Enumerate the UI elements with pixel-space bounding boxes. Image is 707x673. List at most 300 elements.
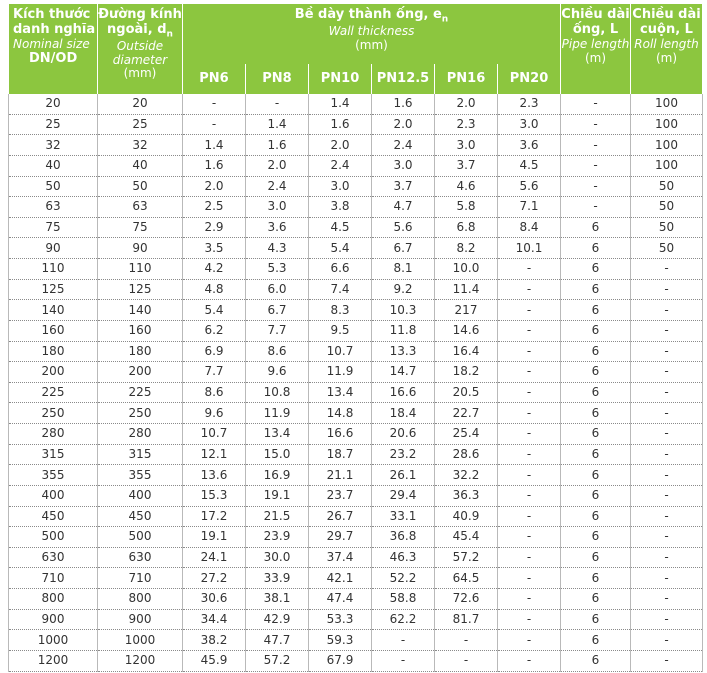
cell-outside-diameter: 160	[98, 320, 183, 341]
cell-pn12-5: 33.1	[372, 506, 435, 527]
table-row	[9, 155, 703, 176]
cell-roll-length: -	[631, 547, 703, 568]
cell-pn10: 7.4	[309, 279, 372, 300]
cell-pn16: 8.2	[435, 238, 498, 259]
cell-pn20: 8.4	[498, 217, 561, 238]
cell-pn8: 30.0	[246, 547, 309, 568]
cell-pn10: 8.3	[309, 300, 372, 321]
cell-pn8: 33.9	[246, 568, 309, 589]
cell-nominal-size: 630	[9, 547, 98, 568]
cell-pipe-length: 6	[561, 217, 631, 238]
cell-outside-diameter: 63	[98, 197, 183, 218]
cell-nominal-size: 500	[9, 527, 98, 548]
cell-pn6: 38.2	[183, 630, 246, 651]
cell-pn10: 42.1	[309, 568, 372, 589]
cell-pn16: 45.4	[435, 527, 498, 548]
cell-pn12-5: 16.6	[372, 382, 435, 403]
table-row	[9, 217, 703, 238]
cell-nominal-size: 110	[9, 259, 98, 280]
cell-pn8: 57.2	[246, 650, 309, 671]
cell-pn10: 53.3	[309, 609, 372, 630]
cell-roll-length: -	[631, 362, 703, 383]
cell-pn12-5: 26.1	[372, 465, 435, 486]
cell-pn10: 21.1	[309, 465, 372, 486]
cell-nominal-size: 1200	[9, 650, 98, 671]
cell-roll-length: -	[631, 589, 703, 610]
cell-pn12-5: 29.4	[372, 485, 435, 506]
cell-roll-length: -	[631, 568, 703, 589]
table-row	[9, 114, 703, 135]
cell-outside-diameter: 75	[98, 217, 183, 238]
cell-pn6: 1.4	[183, 135, 246, 156]
cell-pn12-5: -	[372, 630, 435, 651]
cell-pn16: 5.8	[435, 197, 498, 218]
cell-nominal-size: 20	[9, 94, 98, 114]
cell-pipe-length: 6	[561, 650, 631, 671]
cell-roll-length: 100	[631, 135, 703, 156]
cell-pn8: 42.9	[246, 609, 309, 630]
cell-outside-diameter: 800	[98, 589, 183, 610]
cell-pn10: 2.4	[309, 155, 372, 176]
cell-pipe-length: 6	[561, 362, 631, 383]
cell-nominal-size: 32	[9, 135, 98, 156]
cell-pn20: -	[498, 630, 561, 651]
cell-outside-diameter: 200	[98, 362, 183, 383]
cell-outside-diameter: 25	[98, 114, 183, 135]
cell-pn20: -	[498, 506, 561, 527]
cell-nominal-size: 160	[9, 320, 98, 341]
table-row	[9, 589, 703, 610]
cell-pn12-5: 58.8	[372, 589, 435, 610]
cell-pn6: -	[183, 94, 246, 114]
cell-pn10: 2.0	[309, 135, 372, 156]
table-row	[9, 135, 703, 156]
cell-pn20: -	[498, 362, 561, 383]
cell-pn10: 29.7	[309, 527, 372, 548]
cell-pn12-5: 8.1	[372, 259, 435, 280]
table-row	[9, 506, 703, 527]
cell-pn6: -	[183, 114, 246, 135]
cell-pn16: 4.6	[435, 176, 498, 197]
cell-outside-diameter: 355	[98, 465, 183, 486]
cell-pn10: 9.5	[309, 320, 372, 341]
cell-outside-diameter: 110	[98, 259, 183, 280]
cell-roll-length: 50	[631, 217, 703, 238]
cell-pn10: 16.6	[309, 424, 372, 445]
cell-pn8: 21.5	[246, 506, 309, 527]
cell-outside-diameter: 20	[98, 94, 183, 114]
cell-nominal-size: 25	[9, 114, 98, 135]
cell-pipe-length: 6	[561, 485, 631, 506]
cell-pn12-5: 2.0	[372, 114, 435, 135]
cell-pn6: 12.1	[183, 444, 246, 465]
cell-pn20: 3.6	[498, 135, 561, 156]
cell-pn8: 10.8	[246, 382, 309, 403]
cell-pipe-length: 6	[561, 320, 631, 341]
header-outside-diameter: Đường kính ngoài, $d_n$ Outside diameter (mm)	[98, 4, 183, 94]
cell-pn12-5: 4.7	[372, 197, 435, 218]
cell-pn8: 15.0	[246, 444, 309, 465]
cell-pn6: 8.6	[183, 382, 246, 403]
cell-pn8: 9.6	[246, 362, 309, 383]
cell-nominal-size: 75	[9, 217, 98, 238]
cell-roll-length: -	[631, 279, 703, 300]
header-pn20: PN20	[498, 64, 561, 94]
cell-pn6: 10.7	[183, 424, 246, 445]
cell-pn12-5: 6.7	[372, 238, 435, 259]
cell-pn20: -	[498, 547, 561, 568]
cell-pn16: 22.7	[435, 403, 498, 424]
cell-pn20: -	[498, 568, 561, 589]
cell-pn6: 4.8	[183, 279, 246, 300]
cell-pn6: 2.9	[183, 217, 246, 238]
table-row	[9, 465, 703, 486]
cell-nominal-size: 280	[9, 424, 98, 445]
cell-pn16: 6.8	[435, 217, 498, 238]
header-pn16: PN16	[435, 64, 498, 94]
cell-pn8: 1.6	[246, 135, 309, 156]
header-pn12-5: PN12.5	[372, 64, 435, 94]
cell-pn10: 3.8	[309, 197, 372, 218]
cell-pn20: -	[498, 320, 561, 341]
cell-nominal-size: 63	[9, 197, 98, 218]
cell-pipe-length: -	[561, 114, 631, 135]
cell-pn20: -	[498, 382, 561, 403]
cell-pn20: -	[498, 650, 561, 671]
cell-pn12-5: 62.2	[372, 609, 435, 630]
cell-roll-length: -	[631, 259, 703, 280]
table-row	[9, 609, 703, 630]
cell-pn20: -	[498, 589, 561, 610]
cell-outside-diameter: 50	[98, 176, 183, 197]
cell-pn10: 1.4	[309, 94, 372, 114]
cell-nominal-size: 900	[9, 609, 98, 630]
cell-pn10: 11.9	[309, 362, 372, 383]
cell-pn16: 57.2	[435, 547, 498, 568]
cell-outside-diameter: 250	[98, 403, 183, 424]
cell-pn16: 10.0	[435, 259, 498, 280]
table-row	[9, 650, 703, 671]
cell-pipe-length: 6	[561, 403, 631, 424]
cell-roll-length: 100	[631, 155, 703, 176]
cell-pn8: 11.9	[246, 403, 309, 424]
cell-pipe-length: -	[561, 135, 631, 156]
header-pn6: PN6	[183, 64, 246, 94]
cell-pn16: 18.2	[435, 362, 498, 383]
cell-roll-length: -	[631, 485, 703, 506]
table-row	[9, 485, 703, 506]
cell-pn16: 72.6	[435, 589, 498, 610]
cell-pn16: -	[435, 650, 498, 671]
cell-pn10: 59.3	[309, 630, 372, 651]
cell-roll-length: -	[631, 527, 703, 548]
cell-roll-length: 50	[631, 197, 703, 218]
cell-pipe-length: 6	[561, 630, 631, 651]
cell-nominal-size: 400	[9, 485, 98, 506]
cell-pn20: 3.0	[498, 114, 561, 135]
table-row	[9, 279, 703, 300]
cell-nominal-size: 225	[9, 382, 98, 403]
cell-pn16: 25.4	[435, 424, 498, 445]
cell-pn20: 4.5	[498, 155, 561, 176]
cell-roll-length: -	[631, 424, 703, 445]
cell-pn8: 8.6	[246, 341, 309, 362]
cell-outside-diameter: 315	[98, 444, 183, 465]
cell-pn16: 3.7	[435, 155, 498, 176]
cell-pipe-length: 6	[561, 382, 631, 403]
cell-pn20: -	[498, 341, 561, 362]
cell-pn12-5: 14.7	[372, 362, 435, 383]
cell-pn10: 1.6	[309, 114, 372, 135]
cell-roll-length: 50	[631, 176, 703, 197]
table-body	[9, 94, 703, 671]
header-pipe-length: Chiều dài ống, L Pipe length (m)	[561, 4, 631, 94]
cell-pn10: 67.9	[309, 650, 372, 671]
cell-pn16: 36.3	[435, 485, 498, 506]
cell-outside-diameter: 40	[98, 155, 183, 176]
cell-pn16: -	[435, 630, 498, 651]
pipe-spec-table	[8, 4, 703, 672]
cell-pn8: 38.1	[246, 589, 309, 610]
cell-roll-length: -	[631, 341, 703, 362]
cell-nominal-size: 90	[9, 238, 98, 259]
cell-pn12-5: 1.6	[372, 94, 435, 114]
header-wall-thickness: Bề dày thành ống, $e_n$ Wall thickness (mm)	[183, 4, 561, 64]
cell-pn10: 37.4	[309, 547, 372, 568]
cell-pn10: 3.0	[309, 176, 372, 197]
cell-pn6: 7.7	[183, 362, 246, 383]
cell-pipe-length: 6	[561, 589, 631, 610]
cell-pn8: -	[246, 94, 309, 114]
cell-pn6: 27.2	[183, 568, 246, 589]
cell-pipe-length: 6	[561, 547, 631, 568]
cell-roll-length: -	[631, 300, 703, 321]
cell-pn8: 4.3	[246, 238, 309, 259]
cell-nominal-size: 200	[9, 362, 98, 383]
cell-pn16: 28.6	[435, 444, 498, 465]
header-roll-length: Chiều dài cuộn, L Roll length (m)	[631, 4, 703, 94]
cell-pn20: 7.1	[498, 197, 561, 218]
cell-nominal-size: 50	[9, 176, 98, 197]
table-row	[9, 362, 703, 383]
cell-pipe-length: 6	[561, 341, 631, 362]
cell-roll-length: -	[631, 403, 703, 424]
cell-pn16: 2.0	[435, 94, 498, 114]
cell-pn6: 4.2	[183, 259, 246, 280]
header-pn10: PN10	[309, 64, 372, 94]
cell-pn12-5: 3.7	[372, 176, 435, 197]
cell-pipe-length: -	[561, 176, 631, 197]
cell-pn12-5: 5.6	[372, 217, 435, 238]
cell-pn10: 18.7	[309, 444, 372, 465]
table-row	[9, 320, 703, 341]
cell-pn20: -	[498, 424, 561, 445]
cell-pn10: 6.6	[309, 259, 372, 280]
cell-outside-diameter: 500	[98, 527, 183, 548]
cell-pn6: 2.5	[183, 197, 246, 218]
cell-roll-length: -	[631, 650, 703, 671]
cell-nominal-size: 800	[9, 589, 98, 610]
cell-roll-length: -	[631, 382, 703, 403]
cell-pn20: 10.1	[498, 238, 561, 259]
cell-pn8: 2.4	[246, 176, 309, 197]
cell-pipe-length: 6	[561, 279, 631, 300]
table-row	[9, 238, 703, 259]
cell-pn20: 2.3	[498, 94, 561, 114]
cell-nominal-size: 450	[9, 506, 98, 527]
cell-pn8: 6.0	[246, 279, 309, 300]
cell-outside-diameter: 280	[98, 424, 183, 445]
cell-pn10: 10.7	[309, 341, 372, 362]
cell-pn12-5: 20.6	[372, 424, 435, 445]
cell-nominal-size: 180	[9, 341, 98, 362]
cell-pn20: -	[498, 527, 561, 548]
cell-pn6: 34.4	[183, 609, 246, 630]
cell-pn16: 3.0	[435, 135, 498, 156]
table-row	[9, 259, 703, 280]
cell-pn16: 2.3	[435, 114, 498, 135]
table-row	[9, 630, 703, 651]
cell-pipe-length: 6	[561, 444, 631, 465]
cell-roll-length: -	[631, 609, 703, 630]
cell-pipe-length: 6	[561, 609, 631, 630]
cell-pn10: 13.4	[309, 382, 372, 403]
cell-pipe-length: -	[561, 155, 631, 176]
cell-pn20: -	[498, 485, 561, 506]
cell-pn16: 81.7	[435, 609, 498, 630]
cell-pipe-length: 6	[561, 300, 631, 321]
cell-pn10: 14.8	[309, 403, 372, 424]
cell-pn20: -	[498, 444, 561, 465]
header-nominal-size: Kích thước danh nghĩa Nominal size DN/OD	[9, 4, 98, 94]
cell-pn16: 11.4	[435, 279, 498, 300]
table-row	[9, 403, 703, 424]
table-row	[9, 527, 703, 548]
cell-pn6: 9.6	[183, 403, 246, 424]
cell-pn6: 3.5	[183, 238, 246, 259]
table-row	[9, 341, 703, 362]
cell-pn12-5: 52.2	[372, 568, 435, 589]
cell-nominal-size: 125	[9, 279, 98, 300]
cell-pn16: 14.6	[435, 320, 498, 341]
cell-roll-length: -	[631, 444, 703, 465]
cell-pn6: 30.6	[183, 589, 246, 610]
cell-pn6: 19.1	[183, 527, 246, 548]
cell-pn6: 17.2	[183, 506, 246, 527]
cell-outside-diameter: 1000	[98, 630, 183, 651]
cell-pipe-length: 6	[561, 259, 631, 280]
cell-nominal-size: 40	[9, 155, 98, 176]
cell-pn6: 1.6	[183, 155, 246, 176]
table-row	[9, 382, 703, 403]
cell-pn8: 19.1	[246, 485, 309, 506]
cell-pn10: 23.7	[309, 485, 372, 506]
table-row	[9, 444, 703, 465]
cell-pn10: 4.5	[309, 217, 372, 238]
cell-outside-diameter: 32	[98, 135, 183, 156]
cell-roll-length: -	[631, 320, 703, 341]
cell-outside-diameter: 1200	[98, 650, 183, 671]
cell-pn8: 1.4	[246, 114, 309, 135]
cell-pn6: 6.2	[183, 320, 246, 341]
cell-pn8: 2.0	[246, 155, 309, 176]
cell-pn12-5: 10.3	[372, 300, 435, 321]
cell-pn12-5: 23.2	[372, 444, 435, 465]
cell-roll-length: 50	[631, 238, 703, 259]
cell-pn8: 6.7	[246, 300, 309, 321]
cell-outside-diameter: 180	[98, 341, 183, 362]
cell-roll-length: -	[631, 506, 703, 527]
cell-pn8: 47.7	[246, 630, 309, 651]
cell-nominal-size: 1000	[9, 630, 98, 651]
cell-pn20: -	[498, 300, 561, 321]
cell-pn6: 13.6	[183, 465, 246, 486]
cell-roll-length: -	[631, 630, 703, 651]
cell-pn12-5: -	[372, 650, 435, 671]
cell-pn10: 5.4	[309, 238, 372, 259]
cell-pn6: 15.3	[183, 485, 246, 506]
cell-outside-diameter: 710	[98, 568, 183, 589]
table-row	[9, 424, 703, 445]
table-row	[9, 300, 703, 321]
table-row	[9, 94, 703, 114]
cell-outside-diameter: 140	[98, 300, 183, 321]
cell-pn8: 5.3	[246, 259, 309, 280]
cell-roll-length: -	[631, 465, 703, 486]
cell-outside-diameter: 630	[98, 547, 183, 568]
cell-pn6: 24.1	[183, 547, 246, 568]
cell-nominal-size: 250	[9, 403, 98, 424]
cell-pn12-5: 9.2	[372, 279, 435, 300]
cell-pipe-length: -	[561, 197, 631, 218]
cell-nominal-size: 710	[9, 568, 98, 589]
cell-pn8: 16.9	[246, 465, 309, 486]
cell-pn12-5: 18.4	[372, 403, 435, 424]
cell-pipe-length: 6	[561, 506, 631, 527]
cell-pn12-5: 2.4	[372, 135, 435, 156]
cell-pn16: 40.9	[435, 506, 498, 527]
cell-pn12-5: 13.3	[372, 341, 435, 362]
cell-pn20: 5.6	[498, 176, 561, 197]
table-row	[9, 568, 703, 589]
cell-pn8: 3.0	[246, 197, 309, 218]
cell-nominal-size: 140	[9, 300, 98, 321]
cell-pn10: 26.7	[309, 506, 372, 527]
cell-pipe-length: 6	[561, 424, 631, 445]
cell-roll-length: 100	[631, 114, 703, 135]
cell-outside-diameter: 225	[98, 382, 183, 403]
cell-roll-length: 100	[631, 94, 703, 114]
cell-outside-diameter: 400	[98, 485, 183, 506]
header-pn8: PN8	[246, 64, 309, 94]
cell-pn20: -	[498, 465, 561, 486]
cell-pipe-length: -	[561, 94, 631, 114]
cell-outside-diameter: 90	[98, 238, 183, 259]
cell-pipe-length: 6	[561, 238, 631, 259]
cell-pn12-5: 3.0	[372, 155, 435, 176]
cell-pn20: -	[498, 279, 561, 300]
cell-pipe-length: 6	[561, 568, 631, 589]
cell-pn16: 32.2	[435, 465, 498, 486]
cell-pipe-length: 6	[561, 465, 631, 486]
cell-pn6: 2.0	[183, 176, 246, 197]
table-row	[9, 197, 703, 218]
cell-pn6: 6.9	[183, 341, 246, 362]
cell-pn16: 20.5	[435, 382, 498, 403]
cell-nominal-size: 355	[9, 465, 98, 486]
table-row	[9, 547, 703, 568]
cell-outside-diameter: 450	[98, 506, 183, 527]
